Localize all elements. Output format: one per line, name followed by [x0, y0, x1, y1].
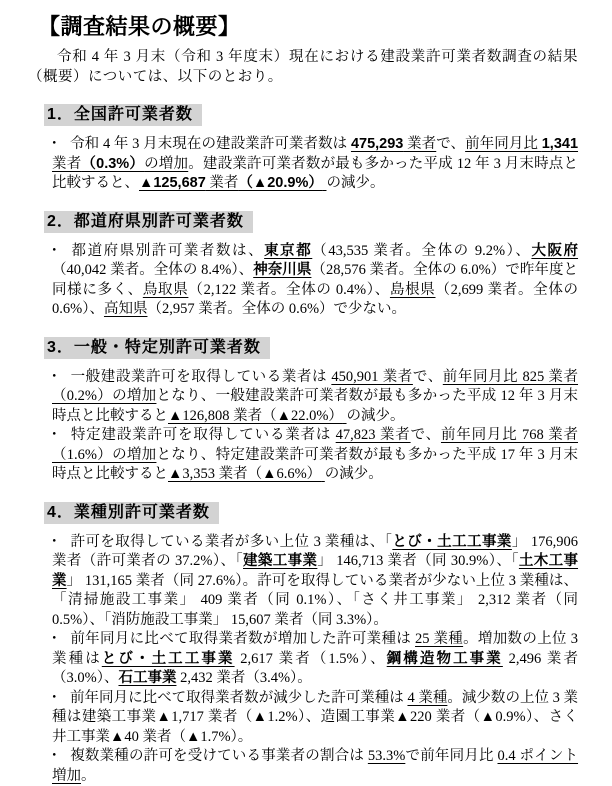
emphasis-run: （▲20.9%） [238, 175, 322, 191]
text-run: 都道府県別許可業者数は、 [70, 243, 264, 259]
section-3 [28, 337, 578, 485]
emphasis-run: 475,293 [351, 136, 403, 152]
section-2 [28, 211, 578, 320]
bullet-paragraph [52, 242, 578, 320]
bullet-paragraph [52, 689, 578, 748]
bullet-marker: ・ [47, 747, 70, 767]
text-run: となり、特定建設業許可業者数が最も多かった平成 17 年 3 月末時点と比較すると [52, 447, 578, 483]
section-1 [28, 104, 578, 194]
text-run: で前年同月比 [405, 748, 497, 764]
text-run: 」 176,906 業者（許可業者の 37.2%）、「 [52, 534, 578, 570]
section-4 [28, 502, 578, 786]
bullet-paragraph [52, 630, 578, 689]
emphasis-run: 土木工事業 [52, 553, 578, 589]
emphasis-run: ▲126,808 業者（▲22.0%） [168, 408, 343, 424]
section-heading: 4．業種別許可業者数 [44, 502, 219, 524]
text-run: 」 131,165 業者（同 27.6%）。許可を取得している業者が少ない上位 3 業種は、「清掃施設工事業」 409 業者（同 0.1%）、「さく井工事業」 2,312 業者（同 0.5%）、「消防施設工事業」 15,607 業者（同 3.3%）。 [52, 573, 578, 628]
emphasis-run: ▲3,353 業者（▲6.6%） [168, 466, 321, 482]
text-run: 」 146,713 業者（同 30.9%）、「 [317, 553, 519, 569]
section-heading-row [28, 337, 578, 359]
emphasis-run: 0.4 ポイント増加 [52, 748, 578, 784]
emphasis-run: 業者 [52, 156, 81, 172]
text-run: （40,042 業者。全体の 8.4%）、 [52, 262, 253, 278]
emphasis-run: 島根県 [390, 282, 436, 298]
bullet-paragraph [52, 747, 578, 786]
text-run: で、 [411, 427, 441, 443]
bullet-marker: ・ [47, 689, 70, 709]
bullet-marker: ・ [47, 242, 70, 262]
emphasis-run: の増加 [144, 156, 188, 172]
section-heading: 1．全国許可業者数 [44, 104, 202, 126]
text-run: 複数業種の許可を受けている事業者の割合は [70, 748, 368, 764]
text-run: で、 [413, 369, 443, 385]
emphasis-run: 前年同月比 825 業者（0.2%）の増加 [52, 369, 578, 405]
bullet-paragraph [52, 426, 578, 485]
text-run: の減少。 [325, 466, 383, 482]
emphasis-run: 鳥取県 [143, 282, 189, 298]
text-run: の減少。 [326, 175, 384, 191]
emphasis-run: 大阪府 [531, 243, 578, 259]
emphasis-run: 25 業種 [415, 631, 463, 647]
bullet-marker: ・ [47, 135, 70, 155]
emphasis-run: 前年同月比 768 業者（1.6%）の増加 [52, 427, 578, 463]
text-run: 令和 4 年 3 月末現在の建設業許可業者数は [70, 136, 351, 152]
bullet-marker: ・ [47, 426, 70, 446]
text-run: 2,496 業者（3.0%）、 [52, 651, 578, 687]
text-run: 許可を取得している業者が多い上位 3 業種は、「 [70, 534, 392, 550]
emphasis-run: 業者 [206, 175, 239, 191]
section-heading: 2．都道府県別許可業者数 [44, 211, 253, 233]
bullet-marker: ・ [47, 533, 70, 553]
emphasis-run: 前年同月比 [465, 136, 542, 152]
text-run: 一般建設業許可を取得している業者は [70, 369, 331, 385]
bullet-marker: ・ [47, 630, 70, 650]
text-run: 。減少数の上位 3 業種は建築工事業▲1,717 業者（▲1.2%）、造園工事業▲220 業者（▲0.9%）、さく井工事業▲40 業者（▲1.7%）。 [52, 690, 578, 745]
intro-paragraph: 令和 4 年 3 月末（令和 3 年度末）現在における建設業許可業者数調査の結果（概要）については、以下のとおり。 [28, 48, 578, 87]
emphasis-run: 4 業種 [407, 690, 447, 706]
emphasis-run: 鋼構造物工事業 [387, 651, 503, 667]
text-run: 前年同月に比べて取得業者数が増加した許可業種は [70, 631, 415, 647]
text-run: 。増加数の上位 3 業種は [52, 631, 578, 667]
bullet-paragraph [52, 135, 578, 194]
emphasis-run: 450,901 業者 [331, 369, 413, 385]
section-heading-row [28, 502, 578, 524]
text-run: 特定建設業許可を取得している業者は [70, 427, 336, 443]
emphasis-run: とび・土工工事業 [392, 534, 512, 550]
text-run: （28,576 業者。全体の 6.0%）で昨年度と同様に多く、 [52, 262, 578, 298]
emphasis-run: 業者 [403, 136, 436, 152]
emphasis-run: とび・土工工事業 [102, 651, 235, 667]
emphasis-run: 53.3% [368, 748, 405, 764]
emphasis-run: 高知県 [104, 301, 148, 317]
emphasis-run: 石工事業 [118, 670, 176, 686]
emphasis-run: （0.3%） [81, 156, 144, 172]
bullet-marker: ・ [47, 368, 70, 388]
text-run: 前年同月に比べて取得業者数が減少した許可業種は [70, 690, 407, 706]
emphasis-run: 47,823 業者 [336, 427, 411, 443]
emphasis-run: 建築工事業 [243, 553, 317, 569]
text-run: （2,957 業者。全体の 0.6%）で少ない。 [147, 301, 406, 317]
text-run: （2,699 業者。全体の 0.6%）、 [52, 282, 578, 318]
emphasis-run: 1,341 [542, 136, 578, 152]
emphasis-run: 神奈川県 [253, 262, 311, 278]
text-run: 。建設業許可業者数が最も多かった平成 12 年 3 月末時点と比較すると、 [52, 156, 578, 192]
text-run: （2,122 業者。全体の 0.4%）、 [188, 282, 390, 298]
text-run: となり、一般建設業許可業者数が最も多かった平成 12 年 3 月末時点と比較すると [52, 388, 578, 424]
text-run: 2,432 業者（3.4%）。 [176, 670, 311, 686]
emphasis-run: ▲125,687 [139, 175, 206, 191]
section-heading-row [28, 211, 578, 233]
text-run: の減少。 [347, 408, 405, 424]
bullet-paragraph [52, 533, 578, 631]
bullet-paragraph [52, 368, 578, 427]
section-heading: 3．一般・特定別許可業者数 [44, 337, 270, 359]
text-run: で、 [436, 136, 465, 152]
document-page [28, 13, 578, 786]
sections-container [28, 104, 578, 786]
emphasis-run: 東京都 [264, 243, 312, 259]
text-run: 。 [81, 768, 96, 784]
text-run: 2,617 業者（1.5%）、 [235, 651, 387, 667]
section-heading-row [28, 104, 578, 126]
text-run: （43,535 業者。全体の 9.2%）、 [312, 243, 531, 259]
page-title: 【調査結果の概要】 [38, 13, 578, 40]
